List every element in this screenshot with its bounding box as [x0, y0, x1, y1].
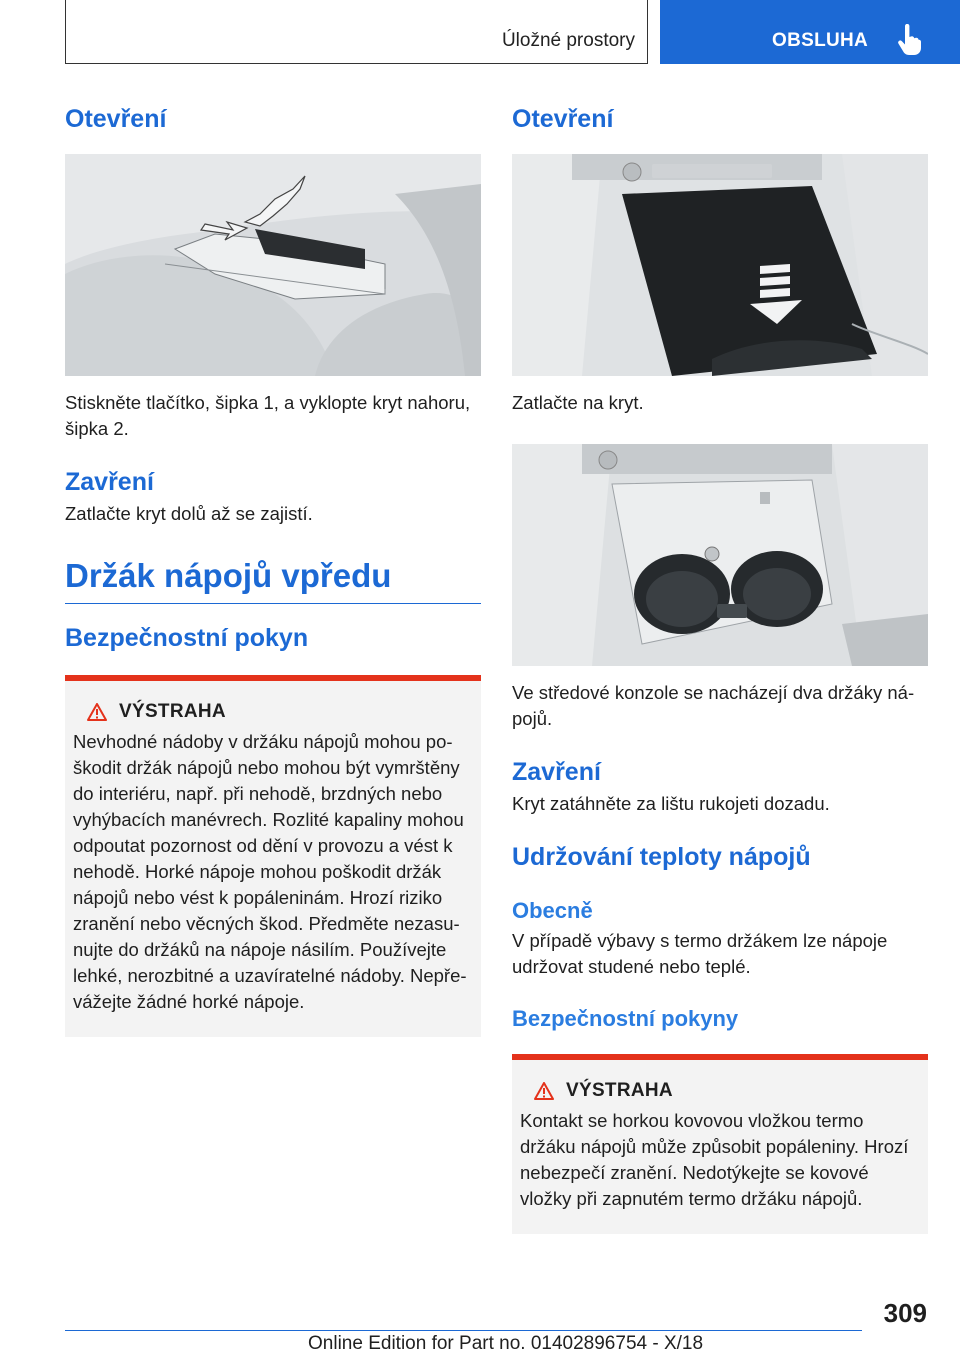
- heading-front-cupholder: Držák nápojů vpředu: [65, 557, 392, 594]
- paragraph-holders: Ve středové konzole se nacházejí dva držáky nápojů.: [512, 682, 915, 729]
- rear-armrest-compartment-image: [65, 154, 481, 376]
- right-column: [512, 95, 928, 1234]
- paragraph-close-left: Zatlačte kryt dolů až se zajistí.: [65, 503, 313, 524]
- paragraph-open-right: Zatlačte na kryt.: [512, 392, 644, 413]
- heading-safety-notes: Bezpečnostní pokyny: [512, 1006, 739, 1031]
- main-heading-wrapper: [65, 557, 481, 604]
- heading-close-left: Zavření: [65, 468, 154, 496]
- warning-box-right: [512, 1054, 928, 1234]
- paragraph-close-right: Kryt zatáhněte za lištu rukojeti dozadu.: [512, 793, 830, 814]
- header-chapter-label: OBSLUHA: [772, 30, 869, 51]
- header-section-title: Úložné prostory: [501, 30, 635, 51]
- footer-rule: [65, 1330, 862, 1331]
- header-section-box: [65, 0, 648, 64]
- paragraph-open-left: Stiskněte tlačítko, šipka 1, a vyklopte kryt nahoru, šipka 2.: [65, 392, 471, 439]
- heading-close-right: Zavření: [512, 758, 601, 786]
- warning-title-row-right: [520, 1080, 918, 1102]
- warning-box-left: [65, 675, 481, 1037]
- heading-temperature: Udržování teploty nápojů: [512, 843, 811, 871]
- console-cover-image: [512, 154, 928, 376]
- warning-title: VÝSTRAHA: [119, 701, 226, 722]
- left-column: [65, 95, 481, 1037]
- warning-title-right: VÝSTRAHA: [566, 1080, 673, 1101]
- heading-general: Obecně: [512, 898, 593, 923]
- cupholders-image: [512, 444, 928, 666]
- heading-open-left: Otevření: [65, 105, 167, 133]
- warning-triangle-icon: [534, 1082, 554, 1100]
- hand-pointer-icon: [896, 24, 922, 56]
- warning-title-row: [73, 701, 471, 723]
- footer-edition: Online Edition for Part no. 01402896754 - X/18: [308, 1333, 704, 1354]
- warning-text-left: Nevhodné nádoby v držáku nápojů mohou poškodit držák nápojů nebo mohou být vymrštěny do interiéru, např. při nehodě, brzdných nebo vyhýbacích manévrech. Rozlité kapaliny mohou odpoutat pozornost od dění v provozu a vést k nehodě. Horké nápoje mohou poškodit držák nápojů nebo vést k popáleninám. Hrozí riziko zranění nebo věcných škod. Předměte nezasunujte do držáků na nápoje násilím. Používejte lehké, nerozbitné a uzavíratelné nádoby. Nepřevážejte žádné horké nápoje.: [73, 731, 467, 1012]
- heading-safety-note: Bezpečnostní pokyn: [65, 624, 309, 652]
- header-chapter-tab: [660, 0, 960, 64]
- page-number: 309: [883, 1298, 927, 1328]
- warning-triangle-icon: [87, 703, 107, 721]
- paragraph-general: V případě výbavy s termo držákem lze nápoje udržovat studené nebo teplé.: [512, 930, 888, 977]
- heading-open-right: Otevření: [512, 105, 614, 133]
- warning-text-right: Kontakt se horkou kovovou vložkou termo držáku nápojů může způsobit popáleniny. Hrozí nebezpečí zranění. Nedotýkejte se kovové vložky při zapnutém termo držáku nápojů.: [520, 1110, 909, 1209]
